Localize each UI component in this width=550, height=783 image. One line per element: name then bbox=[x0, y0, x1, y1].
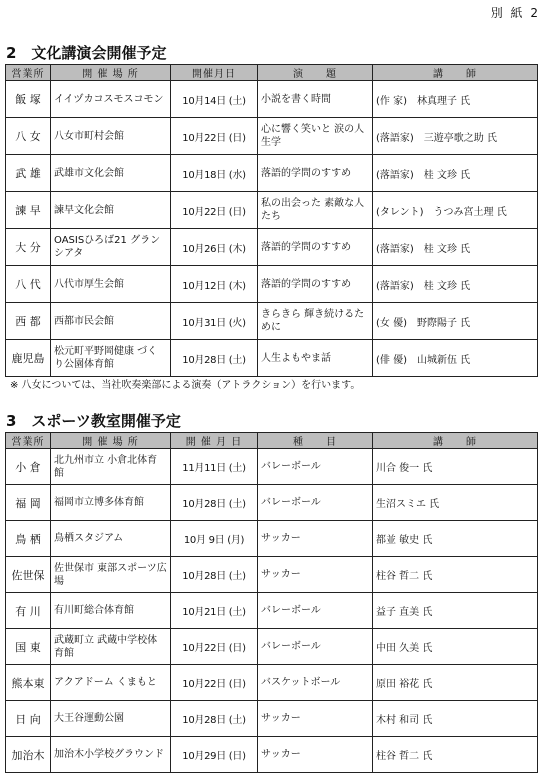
header-office: 営業所 bbox=[6, 65, 51, 81]
cell-venue: OASISひろば21 グランシアタ bbox=[51, 229, 171, 266]
cell-date: 10月 9日 (月) bbox=[171, 521, 258, 557]
cell-sport: サッカー bbox=[258, 521, 373, 557]
cell-office: 西 都 bbox=[6, 303, 51, 340]
cell-sport: バスケットボール bbox=[258, 665, 373, 701]
table-row bbox=[6, 81, 538, 118]
cell-office: 大 分 bbox=[6, 229, 51, 266]
cell-venue: 佐世保市 東部スポーツ広場 bbox=[51, 557, 171, 593]
cell-lecturer: (落語家) 桂 文珍 氏 bbox=[373, 155, 538, 192]
cell-venue: 北九州市立 小倉北体育館 bbox=[51, 449, 171, 485]
header-venue: 開 催 場 所 bbox=[51, 433, 171, 449]
header-venue: 開 催 場 所 bbox=[51, 65, 171, 81]
table-header-row bbox=[6, 65, 538, 81]
sports-schedule-table bbox=[5, 432, 538, 773]
table-row bbox=[6, 155, 538, 192]
cell-venue: 大王谷運動公園 bbox=[51, 701, 171, 737]
cell-venue: アクアドーム くまもと bbox=[51, 665, 171, 701]
cell-venue: 鳥栖スタジアム bbox=[51, 521, 171, 557]
cell-office: 佐世保 bbox=[6, 557, 51, 593]
cell-date: 10月18日 (水) bbox=[171, 155, 258, 192]
cell-office: 飯 塚 bbox=[6, 81, 51, 118]
cell-lecturer: 都並 敏史 氏 bbox=[373, 521, 538, 557]
cell-venue: イイヅカコスモスコモン bbox=[51, 81, 171, 118]
table-row bbox=[6, 449, 538, 485]
cell-office: 小 倉 bbox=[6, 449, 51, 485]
cell-lecturer: 木村 和司 氏 bbox=[373, 701, 538, 737]
table-row bbox=[6, 266, 538, 303]
cell-office: 日 向 bbox=[6, 701, 51, 737]
cell-date: 10月29日 (日) bbox=[171, 737, 258, 773]
cell-date: 10月31日 (火) bbox=[171, 303, 258, 340]
table-row bbox=[6, 737, 538, 773]
cell-sport: バレーボール bbox=[258, 485, 373, 521]
cell-lecturer: (作 家) 林真理子 氏 bbox=[373, 81, 538, 118]
cell-topic: 人生よもやま話 bbox=[258, 340, 373, 377]
cell-lecturer: 川合 俊一 氏 bbox=[373, 449, 538, 485]
cell-venue: 西都市民会館 bbox=[51, 303, 171, 340]
lecture-schedule-table bbox=[5, 64, 538, 377]
cell-date: 10月28日 (土) bbox=[171, 340, 258, 377]
table-row bbox=[6, 303, 538, 340]
cell-lecturer: (落語家) 桂 文珍 氏 bbox=[373, 266, 538, 303]
header-office: 営業所 bbox=[6, 433, 51, 449]
section-2-title: 2 文化講演会開催予定 bbox=[6, 44, 167, 62]
header-date: 開催月日 bbox=[171, 65, 258, 81]
cell-topic: 私の出会った 素敵な人たち bbox=[258, 192, 373, 229]
cell-office: 鹿児島 bbox=[6, 340, 51, 377]
cell-topic: きらきら 輝き続けるために bbox=[258, 303, 373, 340]
table-row bbox=[6, 485, 538, 521]
cell-sport: バレーボール bbox=[258, 629, 373, 665]
cell-lecturer: 生沼スミエ 氏 bbox=[373, 485, 538, 521]
cell-date: 10月14日 (土) bbox=[171, 81, 258, 118]
header-lecturer: 講 師 bbox=[373, 433, 538, 449]
cell-date: 11月11日 (土) bbox=[171, 449, 258, 485]
section-3-title: 3 スポーツ教室開催予定 bbox=[6, 412, 181, 430]
cell-lecturer: (落語家) 桂 文珍 氏 bbox=[373, 229, 538, 266]
page-label: 別 紙 2 bbox=[490, 6, 540, 20]
cell-office: 諫 早 bbox=[6, 192, 51, 229]
cell-topic: 落語的学問のすすめ bbox=[258, 229, 373, 266]
cell-office: 八 女 bbox=[6, 118, 51, 155]
cell-lecturer: (女 優) 野際陽子 氏 bbox=[373, 303, 538, 340]
cell-date: 10月28日 (土) bbox=[171, 701, 258, 737]
cell-topic: 心に響く笑いと 涙の人生学 bbox=[258, 118, 373, 155]
cell-date: 10月28日 (土) bbox=[171, 485, 258, 521]
cell-lecturer: (落語家) 三遊亭歌之助 氏 bbox=[373, 118, 538, 155]
table-row bbox=[6, 629, 538, 665]
table-header-row bbox=[6, 433, 538, 449]
cell-date: 10月22日 (日) bbox=[171, 192, 258, 229]
cell-sport: サッカー bbox=[258, 701, 373, 737]
cell-lecturer: 原田 裕花 氏 bbox=[373, 665, 538, 701]
cell-date: 10月26日 (木) bbox=[171, 229, 258, 266]
cell-lecturer: 中田 久美 氏 bbox=[373, 629, 538, 665]
cell-sport: サッカー bbox=[258, 737, 373, 773]
table-row bbox=[6, 521, 538, 557]
cell-office: 福 岡 bbox=[6, 485, 51, 521]
cell-venue: 福岡市立博多体育館 bbox=[51, 485, 171, 521]
cell-sport: サッカー bbox=[258, 557, 373, 593]
cell-date: 10月21日 (土) bbox=[171, 593, 258, 629]
cell-lecturer: 益子 直美 氏 bbox=[373, 593, 538, 629]
table-row bbox=[6, 665, 538, 701]
cell-venue: 八代市厚生会館 bbox=[51, 266, 171, 303]
cell-venue: 松元町平野岡健康 づくり公園体育館 bbox=[51, 340, 171, 377]
cell-date: 10月28日 (土) bbox=[171, 557, 258, 593]
cell-sport: バレーボール bbox=[258, 449, 373, 485]
cell-sport: バレーボール bbox=[258, 593, 373, 629]
cell-topic: 落語的学問のすすめ bbox=[258, 155, 373, 192]
footnote: ※ 八女については、当社吹奏楽部による演奏（アトラクション）を行います。 bbox=[10, 380, 361, 391]
header-date: 開 催 月 日 bbox=[171, 433, 258, 449]
cell-topic: 落語的学問のすすめ bbox=[258, 266, 373, 303]
cell-lecturer: (タレント) うつみ宮土理 氏 bbox=[373, 192, 538, 229]
cell-venue: 武蔵町立 武蔵中学校体育館 bbox=[51, 629, 171, 665]
cell-office: 国 東 bbox=[6, 629, 51, 665]
cell-lecturer: 柱谷 哲二 氏 bbox=[373, 737, 538, 773]
cell-venue: 武雄市文化会館 bbox=[51, 155, 171, 192]
cell-venue: 諫早文化会館 bbox=[51, 192, 171, 229]
cell-office: 熊本東 bbox=[6, 665, 51, 701]
cell-lecturer: (俳 優) 山城新伍 氏 bbox=[373, 340, 538, 377]
header-lecturer: 講 師 bbox=[373, 65, 538, 81]
table-row bbox=[6, 118, 538, 155]
cell-office: 鳥 栖 bbox=[6, 521, 51, 557]
header-topic: 演 題 bbox=[258, 65, 373, 81]
table-row bbox=[6, 340, 538, 377]
table-row bbox=[6, 701, 538, 737]
cell-lecturer: 柱谷 哲二 氏 bbox=[373, 557, 538, 593]
cell-office: 八 代 bbox=[6, 266, 51, 303]
table-row bbox=[6, 229, 538, 266]
cell-date: 10月22日 (日) bbox=[171, 629, 258, 665]
cell-date: 10月22日 (日) bbox=[171, 665, 258, 701]
cell-venue: 加治木小学校グラウンド bbox=[51, 737, 171, 773]
table-row bbox=[6, 192, 538, 229]
cell-office: 有 川 bbox=[6, 593, 51, 629]
cell-topic: 小説を書く時間 bbox=[258, 81, 373, 118]
table-row bbox=[6, 593, 538, 629]
cell-venue: 有川町総合体育館 bbox=[51, 593, 171, 629]
cell-office: 加治木 bbox=[6, 737, 51, 773]
cell-office: 武 雄 bbox=[6, 155, 51, 192]
header-sport: 種 目 bbox=[258, 433, 373, 449]
table-row bbox=[6, 557, 538, 593]
cell-date: 10月12日 (木) bbox=[171, 266, 258, 303]
cell-date: 10月22日 (日) bbox=[171, 118, 258, 155]
cell-venue: 八女市町村会館 bbox=[51, 118, 171, 155]
